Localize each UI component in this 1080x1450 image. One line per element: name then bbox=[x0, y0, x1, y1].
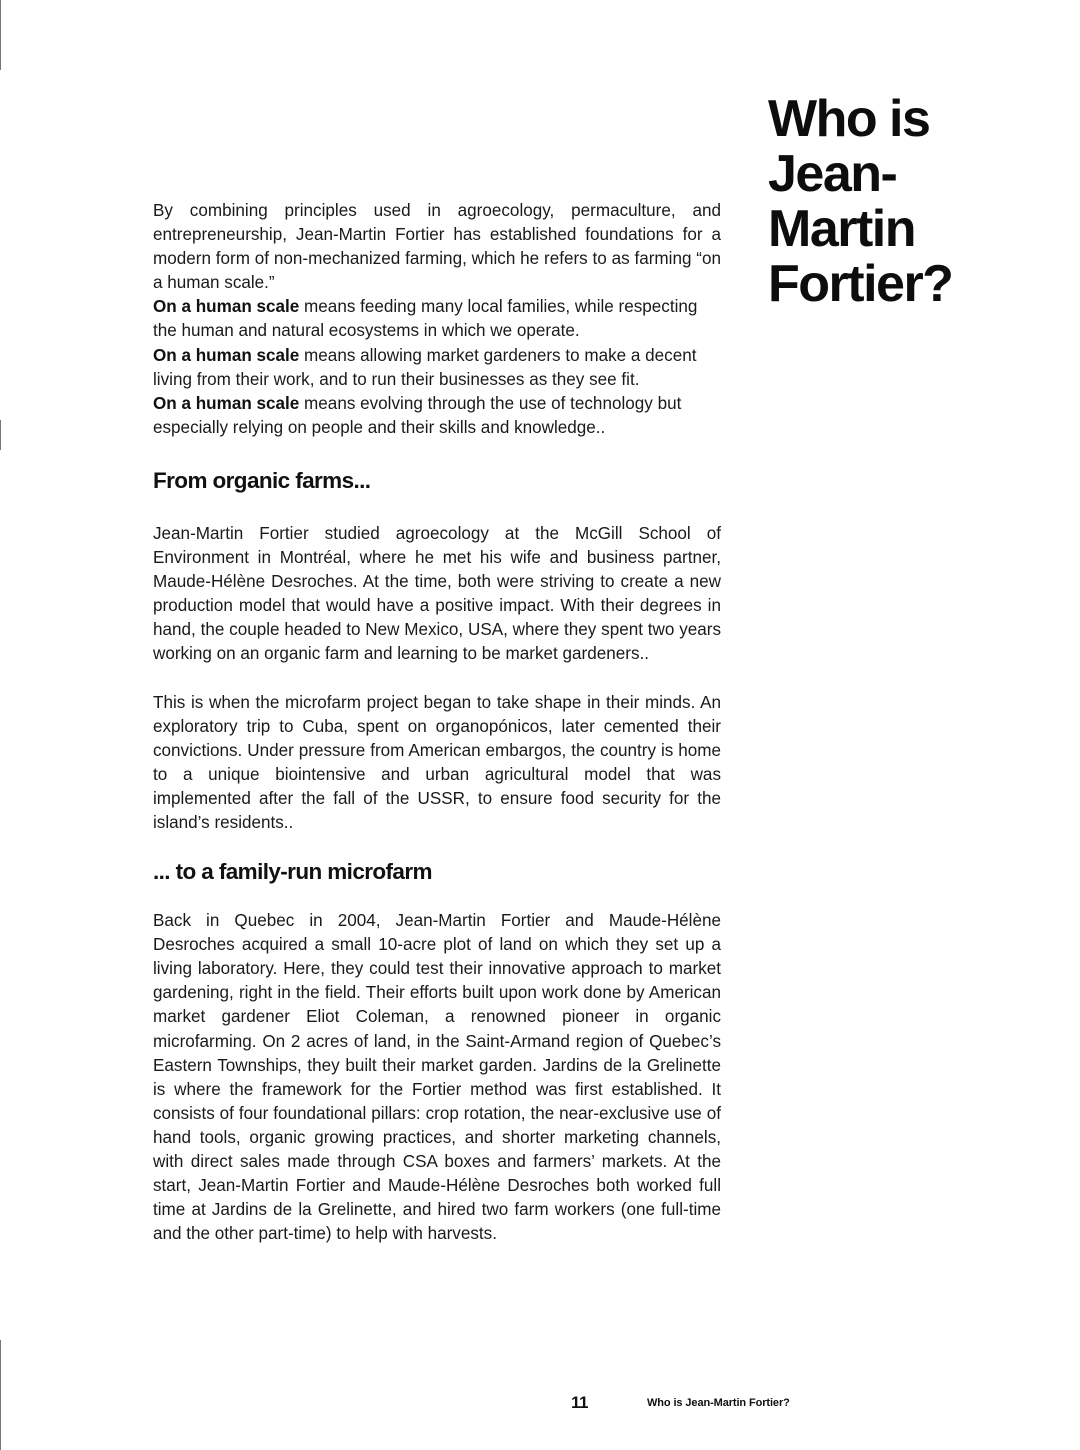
human-scale-term: On a human scale bbox=[153, 297, 300, 317]
section-heading-organic-farms: From organic farms... bbox=[153, 467, 371, 493]
human-scale-item bbox=[153, 392, 721, 440]
page-title-line-4: Fortier? bbox=[768, 255, 953, 313]
human-scale-item bbox=[153, 344, 721, 392]
section2-paragraph-1: Back in Quebec in 2004, Jean-Martin Fortier and Maude-Hélène Desroches acquired a small 10-acre plot of land on which they set up a living laboratory. Here, they could test their innovative approach to market gardening, right in the field. Their efforts built upon work done by American market gardener Eliot Coleman, a renowned pioneer in organic microfarming. On 2 acres of land, in the Saint-Armand region of Quebec’s Eastern Townships, they built their market garden. Jardins de la Grelinette is where the framework for the Fortier method was first established. It consists of four foundational pillars: crop rotation, the near-exclusive use of hand tools, organic growing practices, and shorter marketing channels, with direct sales made through CSA boxes and farmers’ markets. At the start, Jean-Martin Fortier and Maude-Hélène Desroches both worked full time at Jardins de la Grelinette, and hired two farm workers (one full-time and the other part-time) to help with harvests. bbox=[153, 911, 721, 1244]
section1-paragraph-1: Jean-Martin Fortier studied agroecology at the McGill School of Environment in Montréal, where he met his wife and business partner, Maude-Hélène Desroches. At the time, both were striving to create a new production model that would have a positive impact. With their degrees in hand, the couple headed to New Mexico, USA, where they spent two years working on an organic farm and learning to be market gardeners.. bbox=[153, 523, 721, 664]
page-title-line-2: Jean- bbox=[768, 145, 897, 203]
human-scale-item bbox=[153, 295, 721, 343]
page-title bbox=[768, 92, 1068, 312]
human-scale-term: On a human scale bbox=[153, 393, 300, 413]
running-footer-title: Who is Jean-Martin Fortier? bbox=[647, 1397, 790, 1409]
edge-mark-top bbox=[0, 0, 1, 70]
edge-mark-middle bbox=[0, 420, 1, 450]
human-scale-text: means evolving through the use of technology but especially relying on people and their skills and knowledge.. bbox=[153, 393, 682, 437]
intro-paragraph: By combining principles used in agroecology, permaculture, and entrepreneurship, Jean-Martin Fortier has established foundations for a modern form of non-mechanized farming, which he refers to as farming “on a human scale.” bbox=[153, 201, 721, 293]
human-scale-text: means allowing market gardeners to make a decent living from their work, and to run their businesses as they see fit. bbox=[153, 345, 697, 389]
body-text-column bbox=[153, 199, 721, 1246]
page-title-line-3: Martin bbox=[768, 200, 915, 258]
human-scale-term: On a human scale bbox=[153, 345, 300, 365]
section-heading-family-microfarm: ... to a family-run microfarm bbox=[153, 859, 432, 885]
page-title-line-1: Who is bbox=[768, 90, 930, 148]
page-number: 11 bbox=[571, 1393, 588, 1412]
section1-paragraph-2: This is when the microfarm project began to take shape in their minds. An exploratory trip to Cuba, spent on organopónicos, later cemented their convictions. Under pressure from American embargos, the country is home to a unique biointensive and urban agricultural model that was implemented after the fall of the USSR, to ensure food security for the island’s residents.. bbox=[153, 692, 721, 832]
edge-mark-bottom bbox=[0, 1340, 1, 1450]
paragraph-gap bbox=[153, 667, 721, 691]
human-scale-text: means feeding many local families, while respecting the human and natural ecosystems in which we operate. bbox=[153, 297, 698, 341]
